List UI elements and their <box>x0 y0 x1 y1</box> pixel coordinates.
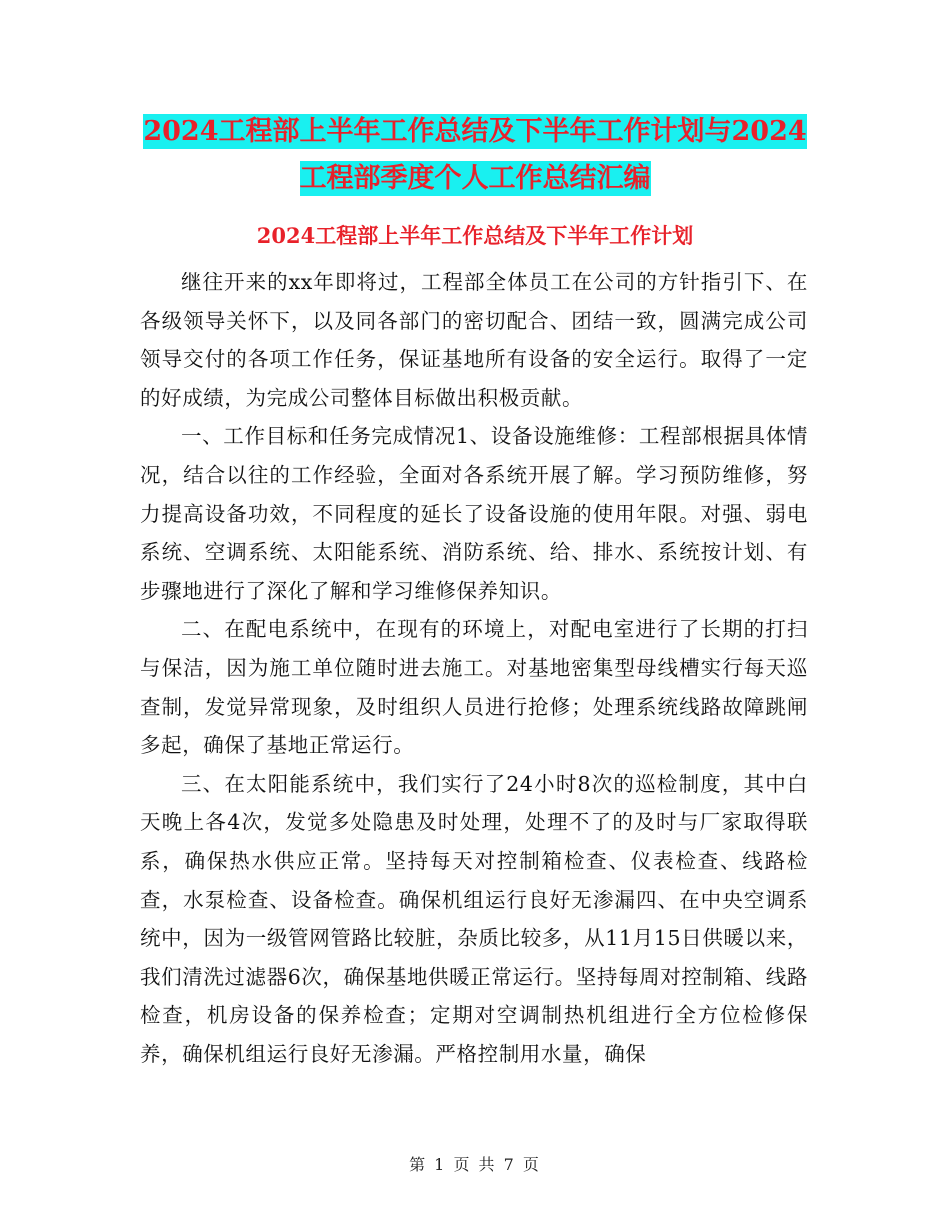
section-title: 2024工程部上半年工作总结及下半年工作计划 <box>256 223 694 248</box>
paragraph-section-1: 一、工作目标和任务完成情况1、设备设施维修：工程部根据具体情况，结合以往的工作经验，全面对各系统开展了解。学习预防维修，努力提高设备功效，不同程度的延长了设备设施的使用年限。对强、弱电系统、空调系统、太阳能系统、消防系统、给、排水、系统按计划、有步骤地进行了深化了解和学习维修保养知识。 <box>140 424 808 603</box>
document-body <box>140 263 808 1073</box>
document-main-title <box>140 108 810 202</box>
paragraph-section-2: 二、在配电系统中，在现有的环境上，对配电室进行了长期的打扫与保洁，因为施工单位随时进去施工。对基地密集型母线槽实行每天巡查制，发觉异常现象，及时组织人员进行抢修；处理系统线路故障跳闸多起，确保了基地正常运行。 <box>140 617 808 758</box>
main-title-text: 2024工程部上半年工作总结及下半年工作计划与2024工程部季度个人工作总结汇编 <box>143 116 807 194</box>
paragraph-intro: 继往开来的xx年即将过，工程部全体员工在公司的方针指引下、在各级领导关怀下，以及同各部门的密切配合、团结一致，圆满完成公司领导交付的各项工作任务，保证基地所有设备的安全运行。取得了一定的好成绩，为完成公司整体目标做出积极贡献。 <box>140 270 808 410</box>
page-number-footer: 第 1 页 共 7 页 <box>409 1155 541 1174</box>
paragraph-section-3: 三、在太阳能系统中，我们实行了24小时8次的巡检制度，其中白天晚上各4次，发觉多处隐患及时处理，处理不了的及时与厂家取得联系，确保热水供应正常。坚持每天对控制箱检查、仪表检查、线路检查，水泵检查、设备检查。确保机组运行良好无渗漏四、在中央空调系统中，因为一级管网管路比较脏，杂质比较多，从11月15日供暖以来，我们清洗过滤器6次，确保基地供暖正常运行。坚持每周对控制箱、线路检查，机房设备的保养检查；定期对空调制热机组进行全方位检修保养，确保机组运行良好无渗漏。严格控制用水量，确保 <box>140 771 808 1066</box>
